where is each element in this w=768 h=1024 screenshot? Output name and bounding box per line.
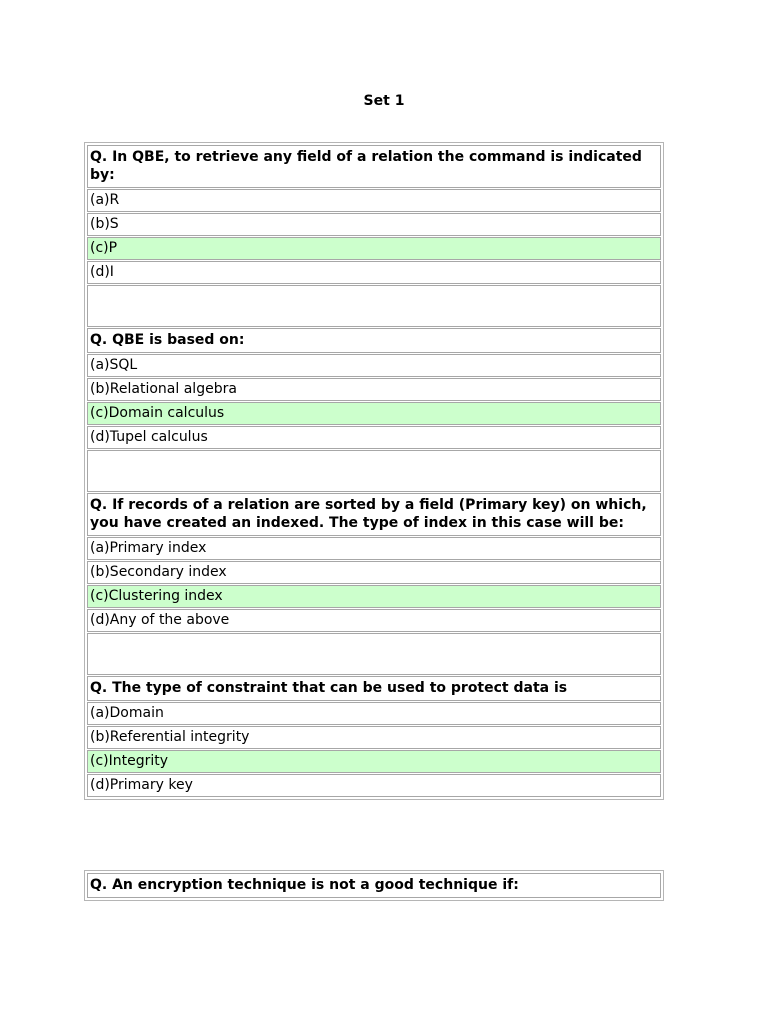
- answer-option: (b)S: [87, 213, 661, 236]
- answer-option: (b)Relational algebra: [87, 378, 661, 401]
- answer-option: (b)Secondary index: [87, 561, 661, 584]
- answer-option-correct: (c)Domain calculus: [87, 402, 661, 425]
- spacer-row: [87, 285, 661, 327]
- question-text: Q. An encryption technique is not a good technique if:: [87, 873, 661, 898]
- answer-option: (b)Referential integrity: [87, 726, 661, 749]
- question-text: Q. QBE is based on:: [87, 328, 661, 353]
- question-text: Q. The type of constraint that can be used to protect data is: [87, 676, 661, 701]
- answer-option: (d)Primary key: [87, 774, 661, 797]
- answer-option: (a)R: [87, 189, 661, 212]
- answer-option: (d)I: [87, 261, 661, 284]
- answer-option: (d)Tupel calculus: [87, 426, 661, 449]
- answer-option: (a)Domain: [87, 702, 661, 725]
- spacer-row: [87, 450, 661, 492]
- question-text: Q. If records of a relation are sorted by a field (Primary key) on which, you have created an indexed. The type of index in this case will be:: [87, 493, 661, 536]
- question-table: [84, 142, 664, 800]
- spacer-row: [87, 633, 661, 675]
- answer-option-correct: (c)P: [87, 237, 661, 260]
- question-table: [84, 870, 664, 901]
- question-text: Q. In QBE, to retrieve any field of a relation the command is indicated by:: [87, 145, 661, 188]
- page-title: Set 1: [363, 93, 405, 109]
- answer-option: (a)Primary index: [87, 537, 661, 560]
- answer-option-correct: (c)Integrity: [87, 750, 661, 773]
- answer-option: (d)Any of the above: [87, 609, 661, 632]
- answer-option-correct: (c)Clustering index: [87, 585, 661, 608]
- answer-option: (a)SQL: [87, 354, 661, 377]
